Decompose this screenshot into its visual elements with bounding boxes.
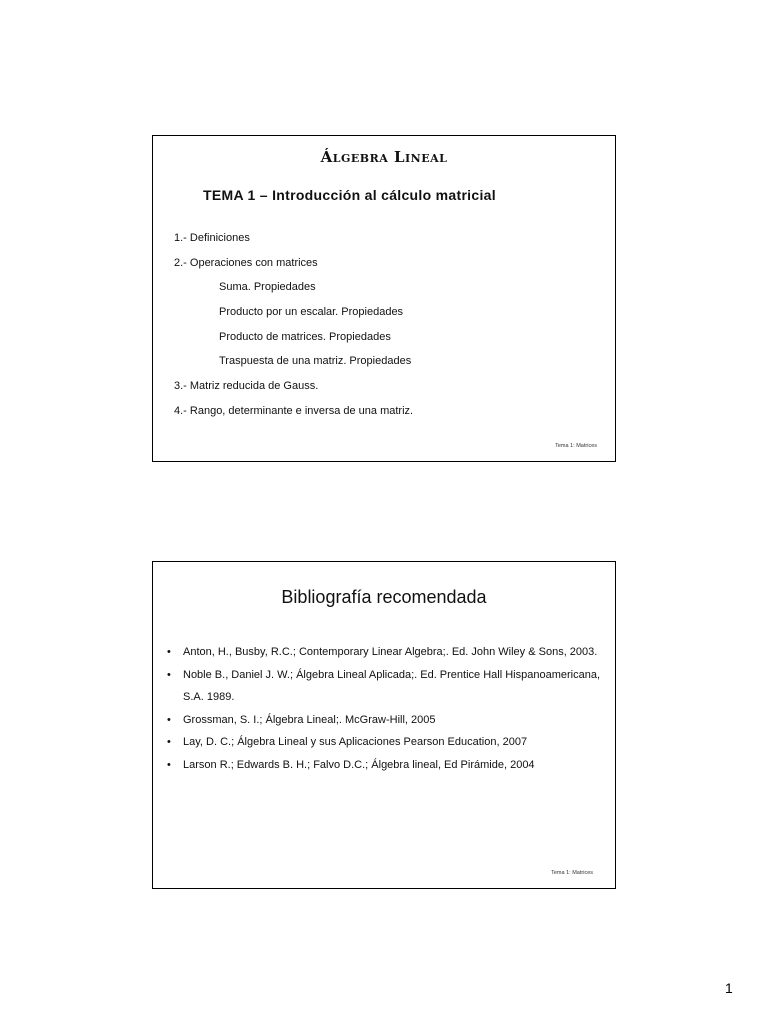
reference-text: Larson R.; Edwards B. H.; Falvo D.C.; Álgebra lineal, Ed Pirámide, 2004 (183, 758, 535, 771)
slide-temario (152, 135, 616, 462)
page-number: 1 (725, 980, 733, 996)
reference-text: Noble B., Daniel J. W.; Álgebra Lineal Aplicada;. Ed. Prentice Hall Hispanoamericana, S.A. 1989. (183, 668, 600, 703)
bullet-icon: • (167, 646, 171, 658)
bullet-icon: • (167, 758, 171, 771)
reference-item (165, 731, 605, 754)
bullet-icon: • (167, 668, 171, 681)
toc-subitem: Traspuesta de una matriz. Propiedades (219, 355, 412, 368)
reference-text: Anton, H., Busby, R.C.; Contemporary Linear Algebra;. Ed. John Wiley & Sons, 2003. (183, 646, 598, 658)
toc-item: 2.- Operaciones con matrices (174, 256, 318, 269)
slide-subtitle: TEMA 1 – Introducción al cálculo matricial (203, 187, 496, 203)
reference-item (165, 641, 605, 664)
toc-subitem: Producto de matrices. Propiedades (219, 330, 391, 343)
toc-subitem: Producto por un escalar. Propiedades (219, 306, 404, 319)
slide-footer: Tema 1: Matrices (551, 870, 593, 876)
toc-item: 3.- Matriz reducida de Gauss. (174, 380, 319, 393)
reference-text: Lay, D. C.; Álgebra Lineal y sus Aplicaciones Pearson Education, 2007 (183, 736, 528, 748)
reference-item (165, 754, 605, 777)
toc-item: 1.- Definiciones (174, 232, 250, 244)
slide-bibliografia (152, 561, 616, 889)
reference-text: Grossman, S. I.; Álgebra Lineal;. McGraw-Hill, 2005 (183, 713, 436, 726)
toc-subitem: Suma. Propiedades (219, 281, 316, 294)
bullet-icon: • (167, 736, 171, 748)
reference-item (165, 709, 605, 732)
slide-footer: Tema 1: Matrices (555, 443, 597, 449)
toc-list (174, 230, 413, 428)
reference-item (165, 664, 605, 709)
toc-item: 4.- Rango, determinante e inversa de una matriz. (174, 404, 414, 417)
slide-title: Álgebra Lineal (320, 148, 448, 166)
bullet-icon: • (167, 713, 171, 726)
slide-title: Bibliografía recomendada (281, 587, 487, 607)
reference-list (165, 641, 605, 776)
